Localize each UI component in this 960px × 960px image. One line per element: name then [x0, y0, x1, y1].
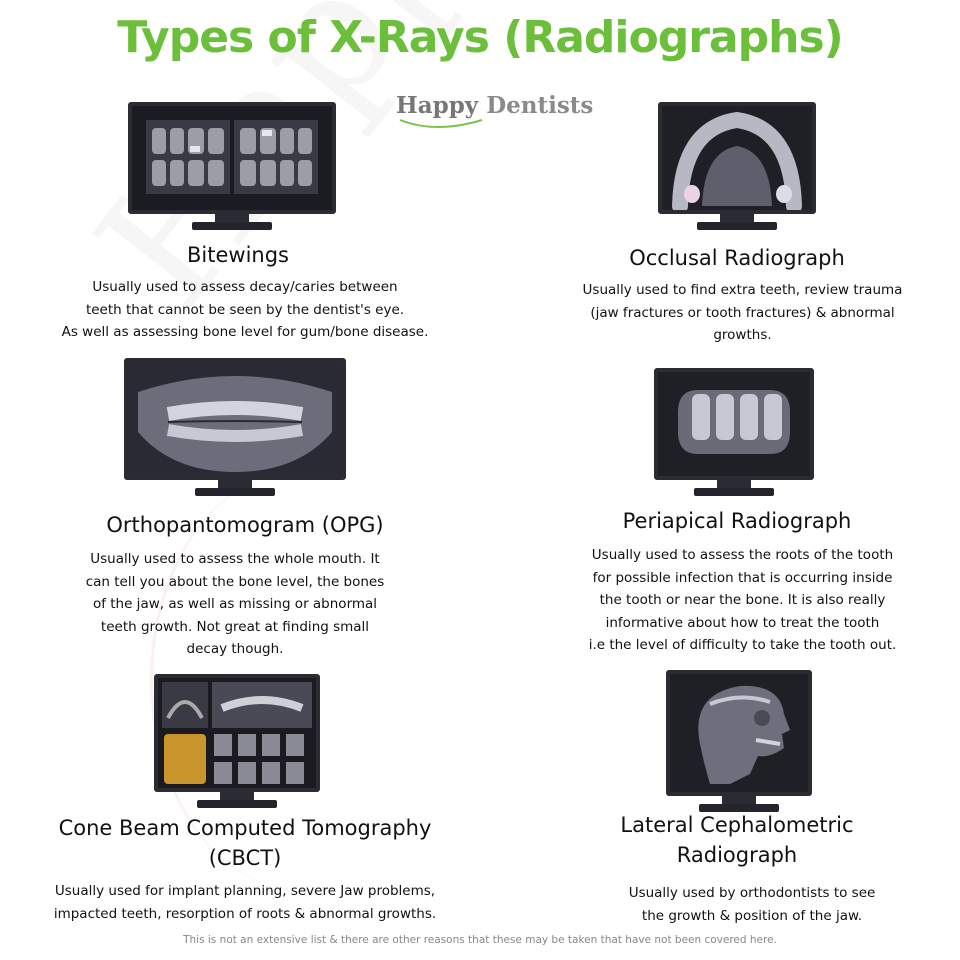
monitor-stand [722, 794, 756, 804]
periapical-description [560, 544, 925, 657]
cbct-scan-image [154, 674, 320, 792]
cephalometric-description [572, 882, 932, 927]
description-line: the tooth or near the bone. It is also really [599, 592, 886, 608]
description-line: for possible infection that is occurring inside [592, 569, 893, 586]
occlusal-monitor [658, 102, 816, 230]
monitor-base [197, 800, 277, 808]
opg-xray-image [124, 358, 346, 480]
occlusal-description [560, 279, 925, 347]
cbct-heading [20, 813, 470, 873]
description-line: Usually used to assess the whole mouth. It [90, 551, 380, 567]
periapical-heading: Periapical Radiograph [622, 509, 852, 533]
monitor-base [697, 222, 777, 230]
logo [396, 92, 596, 140]
cephalometric-xray-image [666, 670, 812, 796]
periapical-xray-image [654, 368, 814, 480]
opg-heading: Orthopantomogram (OPG) [106, 513, 384, 537]
opg-description [55, 548, 415, 661]
description-line: Usually used to find extra teeth, review trauma [582, 282, 903, 298]
logo-text-dentists: Dentists [486, 92, 594, 119]
periapical-monitor [654, 368, 814, 496]
heading-line: Radiograph [676, 843, 798, 867]
cephalometric-heading [572, 810, 902, 870]
description-line: growths. [713, 327, 772, 343]
logo-text-happy: Happy [396, 92, 479, 119]
cbct-monitor [154, 674, 320, 808]
heading-line: (CBCT) [208, 846, 282, 870]
description-line: impacted teeth, resorption of roots & abnormal growths. [53, 905, 437, 922]
bitewings-description [30, 276, 460, 344]
monitor-base [694, 488, 774, 496]
description-line: teeth growth. Not great at finding small [100, 618, 370, 635]
description-line: Usually used to assess the roots of the tooth [591, 547, 894, 563]
opg-monitor [124, 358, 346, 496]
monitor-stand [717, 478, 751, 488]
monitor-stand [215, 212, 249, 222]
monitor-stand [220, 790, 254, 800]
description-line: the growth & position of the jaw. [641, 907, 863, 924]
description-line: decay though. [186, 641, 284, 657]
description-line: Usually used by orthodontists to see [628, 885, 876, 901]
cbct-description [20, 880, 470, 925]
bitewing-monitor [128, 102, 336, 230]
page-title: Types of X-Rays (Radiographs) [117, 12, 843, 63]
occlusal-xray-image [658, 102, 816, 214]
cephalometric-monitor [666, 670, 812, 812]
bitewing-xray-image [128, 102, 336, 214]
description-line: informative about how to treat the tooth [605, 614, 880, 631]
description-line: (jaw fractures or tooth fractures) & abnormal [590, 304, 895, 321]
heading-line: Cone Beam Computed Tomography [58, 816, 432, 840]
bitewings-heading: Bitewings [187, 243, 289, 267]
description-line: i.e the level of difficulty to take the tooth out. [588, 637, 897, 653]
description-line: As well as assessing bone level for gum/bone disease. [61, 324, 429, 340]
logo-text [396, 92, 596, 119]
description-line: can tell you about the bone level, the bones [85, 573, 385, 590]
monitor-stand [218, 478, 252, 488]
description-line: Usually used for implant planning, severe Jaw problems, [54, 883, 436, 899]
description-line: teeth that cannot be seen by the dentist's eye. [85, 301, 405, 318]
logo-smile-icon [396, 118, 486, 132]
monitor-base [192, 222, 272, 230]
monitor-base [195, 488, 275, 496]
occlusal-heading: Occlusal Radiograph [629, 246, 845, 270]
monitor-stand [720, 212, 754, 222]
footer-note: This is not an extensive list & there are other reasons that these may be taken that have not been covered here. [183, 934, 777, 946]
description-line: of the jaw, as well as missing or abnormal [92, 596, 378, 612]
heading-line: Lateral Cephalometric [620, 813, 854, 837]
description-line: Usually used to assess decay/caries between [92, 279, 398, 295]
